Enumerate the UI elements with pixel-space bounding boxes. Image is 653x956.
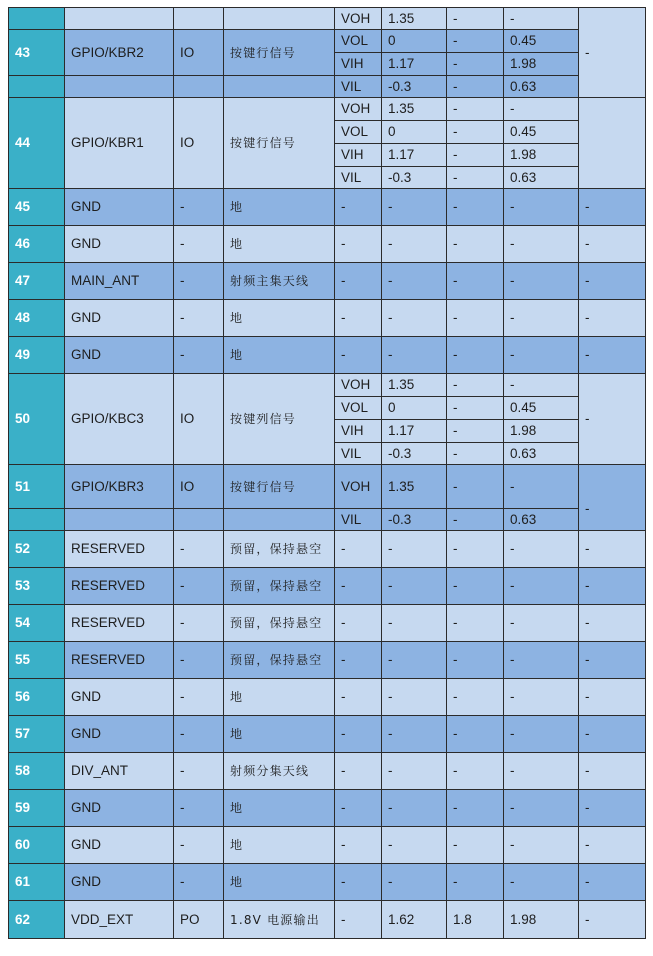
typ-cell: -	[447, 827, 504, 864]
max-cell: -	[504, 98, 579, 121]
typ-cell: -	[447, 300, 504, 337]
max-cell: -	[504, 679, 579, 716]
table-row	[9, 300, 646, 337]
max-cell: 1.98	[504, 901, 579, 939]
io-cell: IO	[174, 98, 224, 189]
io-cell: -	[174, 827, 224, 864]
max-cell: 0.45	[504, 397, 579, 420]
min-cell: 1.35	[382, 374, 447, 397]
pin-name-cell: GPIO/KBC3	[65, 374, 174, 465]
param-cell: -	[335, 827, 382, 864]
min-cell: 0	[382, 121, 447, 144]
description-cell: 地	[224, 716, 335, 753]
typ-cell: -	[447, 753, 504, 790]
typ-cell: -	[447, 531, 504, 568]
table-row	[9, 864, 646, 901]
param-cell: VOH	[335, 465, 382, 509]
pin-name-cell: GND	[65, 716, 174, 753]
description-cell: 地	[224, 189, 335, 226]
min-cell: -0.3	[382, 76, 447, 98]
description-cell: 射频分集天线	[224, 753, 335, 790]
param-cell: VIH	[335, 420, 382, 443]
remark-cell: -	[579, 568, 646, 605]
table-row	[9, 790, 646, 827]
description-cell: 地	[224, 679, 335, 716]
min-cell: -	[382, 864, 447, 901]
param-cell: -	[335, 531, 382, 568]
min-cell: -	[382, 531, 447, 568]
param-cell: VIH	[335, 144, 382, 167]
param-cell: VIH	[335, 53, 382, 76]
typ-cell: -	[447, 144, 504, 167]
pin-name-cell: RESERVED	[65, 642, 174, 679]
min-cell: -	[382, 827, 447, 864]
max-cell: -	[504, 465, 579, 509]
io-cell: -	[174, 337, 224, 374]
remark-cell: -	[579, 189, 646, 226]
max-cell: 1.98	[504, 144, 579, 167]
pin-definition-table	[8, 7, 646, 939]
param-cell: VIL	[335, 167, 382, 189]
typ-cell: -	[447, 642, 504, 679]
typ-cell: -	[447, 864, 504, 901]
io-cell: -	[174, 263, 224, 300]
typ-cell: -	[447, 374, 504, 397]
param-cell: VOH	[335, 8, 382, 30]
table-row	[9, 568, 646, 605]
description-cell: 预留，保持悬空	[224, 642, 335, 679]
description-cell: 地	[224, 827, 335, 864]
typ-cell: -	[447, 465, 504, 509]
io-cell: -	[174, 300, 224, 337]
param-cell: -	[335, 300, 382, 337]
max-cell: 0.45	[504, 30, 579, 53]
min-cell: -0.3	[382, 167, 447, 189]
remark-cell: -	[579, 827, 646, 864]
pin-number-cell: 50	[9, 374, 65, 465]
io-cell: PO	[174, 901, 224, 939]
pin-name-cell: GND	[65, 827, 174, 864]
param-cell: VOH	[335, 374, 382, 397]
max-cell: 1.98	[504, 53, 579, 76]
pin-number-cell: 56	[9, 679, 65, 716]
io-cell: -	[174, 605, 224, 642]
description-cell: 按键行信号	[224, 98, 335, 189]
min-cell: -0.3	[382, 443, 447, 465]
description-cell: 地	[224, 300, 335, 337]
typ-cell: -	[447, 98, 504, 121]
table-row	[9, 679, 646, 716]
param-cell: -	[335, 901, 382, 939]
table-row	[9, 642, 646, 679]
typ-cell: -	[447, 53, 504, 76]
io-cell: -	[174, 716, 224, 753]
remark-cell: -	[579, 374, 646, 465]
table-row	[9, 753, 646, 790]
pin-number-cell: 57	[9, 716, 65, 753]
min-cell: 1.17	[382, 144, 447, 167]
typ-cell: -	[447, 443, 504, 465]
remark-cell: -	[579, 901, 646, 939]
typ-cell: -	[447, 605, 504, 642]
pin-name-cell: DIV_ANT	[65, 753, 174, 790]
pin-number-cell: 59	[9, 790, 65, 827]
pin-name-cell: MAIN_ANT	[65, 263, 174, 300]
min-cell: 0	[382, 30, 447, 53]
pin-name-cell: GPIO/KBR3	[65, 465, 174, 509]
remark-cell: -	[579, 864, 646, 901]
min-cell: 1.35	[382, 465, 447, 509]
min-cell: -	[382, 337, 447, 374]
min-cell: 1.17	[382, 53, 447, 76]
pin-name-cell: GND	[65, 790, 174, 827]
min-cell: 1.17	[382, 420, 447, 443]
max-cell: -	[504, 642, 579, 679]
remark-cell: -	[579, 642, 646, 679]
typ-cell: -	[447, 30, 504, 53]
io-cell: -	[174, 790, 224, 827]
max-cell: 0.63	[504, 443, 579, 465]
description-cell: 1.8V 电源输出	[224, 901, 335, 939]
pin-name-cell: GND	[65, 300, 174, 337]
param-cell: -	[335, 716, 382, 753]
pin-number-cell: 58	[9, 753, 65, 790]
typ-cell: -	[447, 226, 504, 263]
pin-name-cell: GND	[65, 679, 174, 716]
typ-cell: -	[447, 121, 504, 144]
table-row	[9, 263, 646, 300]
remark-cell: -	[579, 226, 646, 263]
io-cell: -	[174, 568, 224, 605]
description-cell: 射频主集天线	[224, 263, 335, 300]
min-cell: -	[382, 568, 447, 605]
description-cell: 地	[224, 337, 335, 374]
description-cell: 按键行信号	[224, 465, 335, 509]
pin-number-cell: 54	[9, 605, 65, 642]
pin-number-cell: 62	[9, 901, 65, 939]
param-cell: -	[335, 864, 382, 901]
max-cell: -	[504, 790, 579, 827]
min-cell: -	[382, 790, 447, 827]
param-cell: -	[335, 605, 382, 642]
remark-cell: -	[579, 790, 646, 827]
io-cell: -	[174, 226, 224, 263]
typ-cell: -	[447, 509, 504, 531]
pin-name-cell: RESERVED	[65, 605, 174, 642]
min-cell: -	[382, 226, 447, 263]
param-cell: VOL	[335, 397, 382, 420]
param-cell: VIL	[335, 76, 382, 98]
remark-cell: -	[579, 300, 646, 337]
remark-cell: -	[579, 753, 646, 790]
io-cell: IO	[174, 30, 224, 76]
typ-cell: -	[447, 189, 504, 226]
min-cell: -0.3	[382, 509, 447, 531]
max-cell: -	[504, 337, 579, 374]
param-cell: -	[335, 753, 382, 790]
typ-cell: -	[447, 568, 504, 605]
io-cell: -	[174, 679, 224, 716]
max-cell: -	[504, 568, 579, 605]
pin-number-cell: 52	[9, 531, 65, 568]
min-cell: -	[382, 263, 447, 300]
pin-name-cell: RESERVED	[65, 568, 174, 605]
pin-name-cell: GND	[65, 226, 174, 263]
max-cell: 0.63	[504, 76, 579, 98]
remark-cell: -	[579, 8, 646, 98]
min-cell: -	[382, 605, 447, 642]
pin-number-cell	[9, 8, 65, 30]
description-cell: 预留，保持悬空	[224, 605, 335, 642]
pin-name-cell: VDD_EXT	[65, 901, 174, 939]
typ-cell: -	[447, 420, 504, 443]
param-cell: -	[335, 568, 382, 605]
pin-number-cell: 53	[9, 568, 65, 605]
max-cell: -	[504, 8, 579, 30]
table-row	[9, 531, 646, 568]
min-cell: -	[382, 642, 447, 679]
max-cell: 0.63	[504, 167, 579, 189]
remark-cell: -	[579, 263, 646, 300]
description-cell: 预留，保持悬空	[224, 531, 335, 568]
param-cell: -	[335, 189, 382, 226]
remark-cell: -	[579, 716, 646, 753]
description-cell: 地	[224, 790, 335, 827]
pin-number-cell: 55	[9, 642, 65, 679]
typ-cell: -	[447, 716, 504, 753]
min-cell: -	[382, 679, 447, 716]
typ-cell: -	[447, 790, 504, 827]
remark-cell: -	[579, 337, 646, 374]
description-cell: 预留，保持悬空	[224, 568, 335, 605]
min-cell: -	[382, 753, 447, 790]
table-row	[9, 901, 646, 939]
pin-number-cell: 61	[9, 864, 65, 901]
pin-number-cell: 49	[9, 337, 65, 374]
pin-name-cell: GND	[65, 189, 174, 226]
pin-name-cell: RESERVED	[65, 531, 174, 568]
table-row	[9, 827, 646, 864]
table-row	[9, 226, 646, 263]
typ-cell: -	[447, 679, 504, 716]
min-cell: -	[382, 300, 447, 337]
remark-cell: -	[579, 605, 646, 642]
max-cell: -	[504, 716, 579, 753]
remark-cell: -	[579, 465, 646, 531]
param-cell: -	[335, 679, 382, 716]
max-cell: 0.63	[504, 509, 579, 531]
param-cell: VOL	[335, 30, 382, 53]
param-cell: -	[335, 642, 382, 679]
max-cell: -	[504, 374, 579, 397]
max-cell: -	[504, 263, 579, 300]
description-cell: 地	[224, 864, 335, 901]
pin-number-cell: 51	[9, 465, 65, 509]
min-cell: -	[382, 189, 447, 226]
max-cell: 0.45	[504, 121, 579, 144]
pin-name-cell: GPIO/KBR1	[65, 98, 174, 189]
typ-cell: -	[447, 8, 504, 30]
param-cell: -	[335, 337, 382, 374]
remark-cell: -	[579, 531, 646, 568]
min-cell: 0	[382, 397, 447, 420]
pin-number-cell: 47	[9, 263, 65, 300]
min-cell: 1.62	[382, 901, 447, 939]
min-cell: 1.35	[382, 8, 447, 30]
pin-number-cell: 46	[9, 226, 65, 263]
pin-number-cell: 45	[9, 189, 65, 226]
typ-cell: -	[447, 76, 504, 98]
description-cell: 地	[224, 226, 335, 263]
typ-cell: -	[447, 263, 504, 300]
typ-cell: -	[447, 167, 504, 189]
table-row	[9, 605, 646, 642]
io-cell: -	[174, 531, 224, 568]
table-row	[9, 189, 646, 226]
remark-cell: -	[579, 679, 646, 716]
io-cell: IO	[174, 374, 224, 465]
pin-name-cell: GND	[65, 337, 174, 374]
max-cell: 1.98	[504, 420, 579, 443]
pin-name-cell: GND	[65, 864, 174, 901]
io-cell: -	[174, 189, 224, 226]
param-cell: VIL	[335, 509, 382, 531]
description-cell: 按键行信号	[224, 30, 335, 76]
pin-number-cell: 48	[9, 300, 65, 337]
typ-cell: 1.8	[447, 901, 504, 939]
max-cell: -	[504, 753, 579, 790]
max-cell: -	[504, 226, 579, 263]
pin-number-cell: 60	[9, 827, 65, 864]
param-cell: -	[335, 226, 382, 263]
pin-number-cell: 43	[9, 30, 65, 76]
max-cell: -	[504, 605, 579, 642]
max-cell: -	[504, 827, 579, 864]
min-cell: -	[382, 716, 447, 753]
table-row	[9, 716, 646, 753]
description-cell: 按键列信号	[224, 374, 335, 465]
max-cell: -	[504, 864, 579, 901]
param-cell: -	[335, 263, 382, 300]
param-cell: VOL	[335, 121, 382, 144]
max-cell: -	[504, 531, 579, 568]
max-cell: -	[504, 189, 579, 226]
io-cell: -	[174, 864, 224, 901]
pin-number-cell: 44	[9, 98, 65, 189]
min-cell: 1.35	[382, 98, 447, 121]
io-cell: IO	[174, 465, 224, 509]
table-row	[9, 337, 646, 374]
param-cell: VIL	[335, 443, 382, 465]
param-cell: -	[335, 790, 382, 827]
remark-cell	[579, 98, 646, 189]
typ-cell: -	[447, 397, 504, 420]
pin-name-cell: GPIO/KBR2	[65, 30, 174, 76]
io-cell: -	[174, 753, 224, 790]
io-cell: -	[174, 642, 224, 679]
typ-cell: -	[447, 337, 504, 374]
max-cell: -	[504, 300, 579, 337]
param-cell: VOH	[335, 98, 382, 121]
